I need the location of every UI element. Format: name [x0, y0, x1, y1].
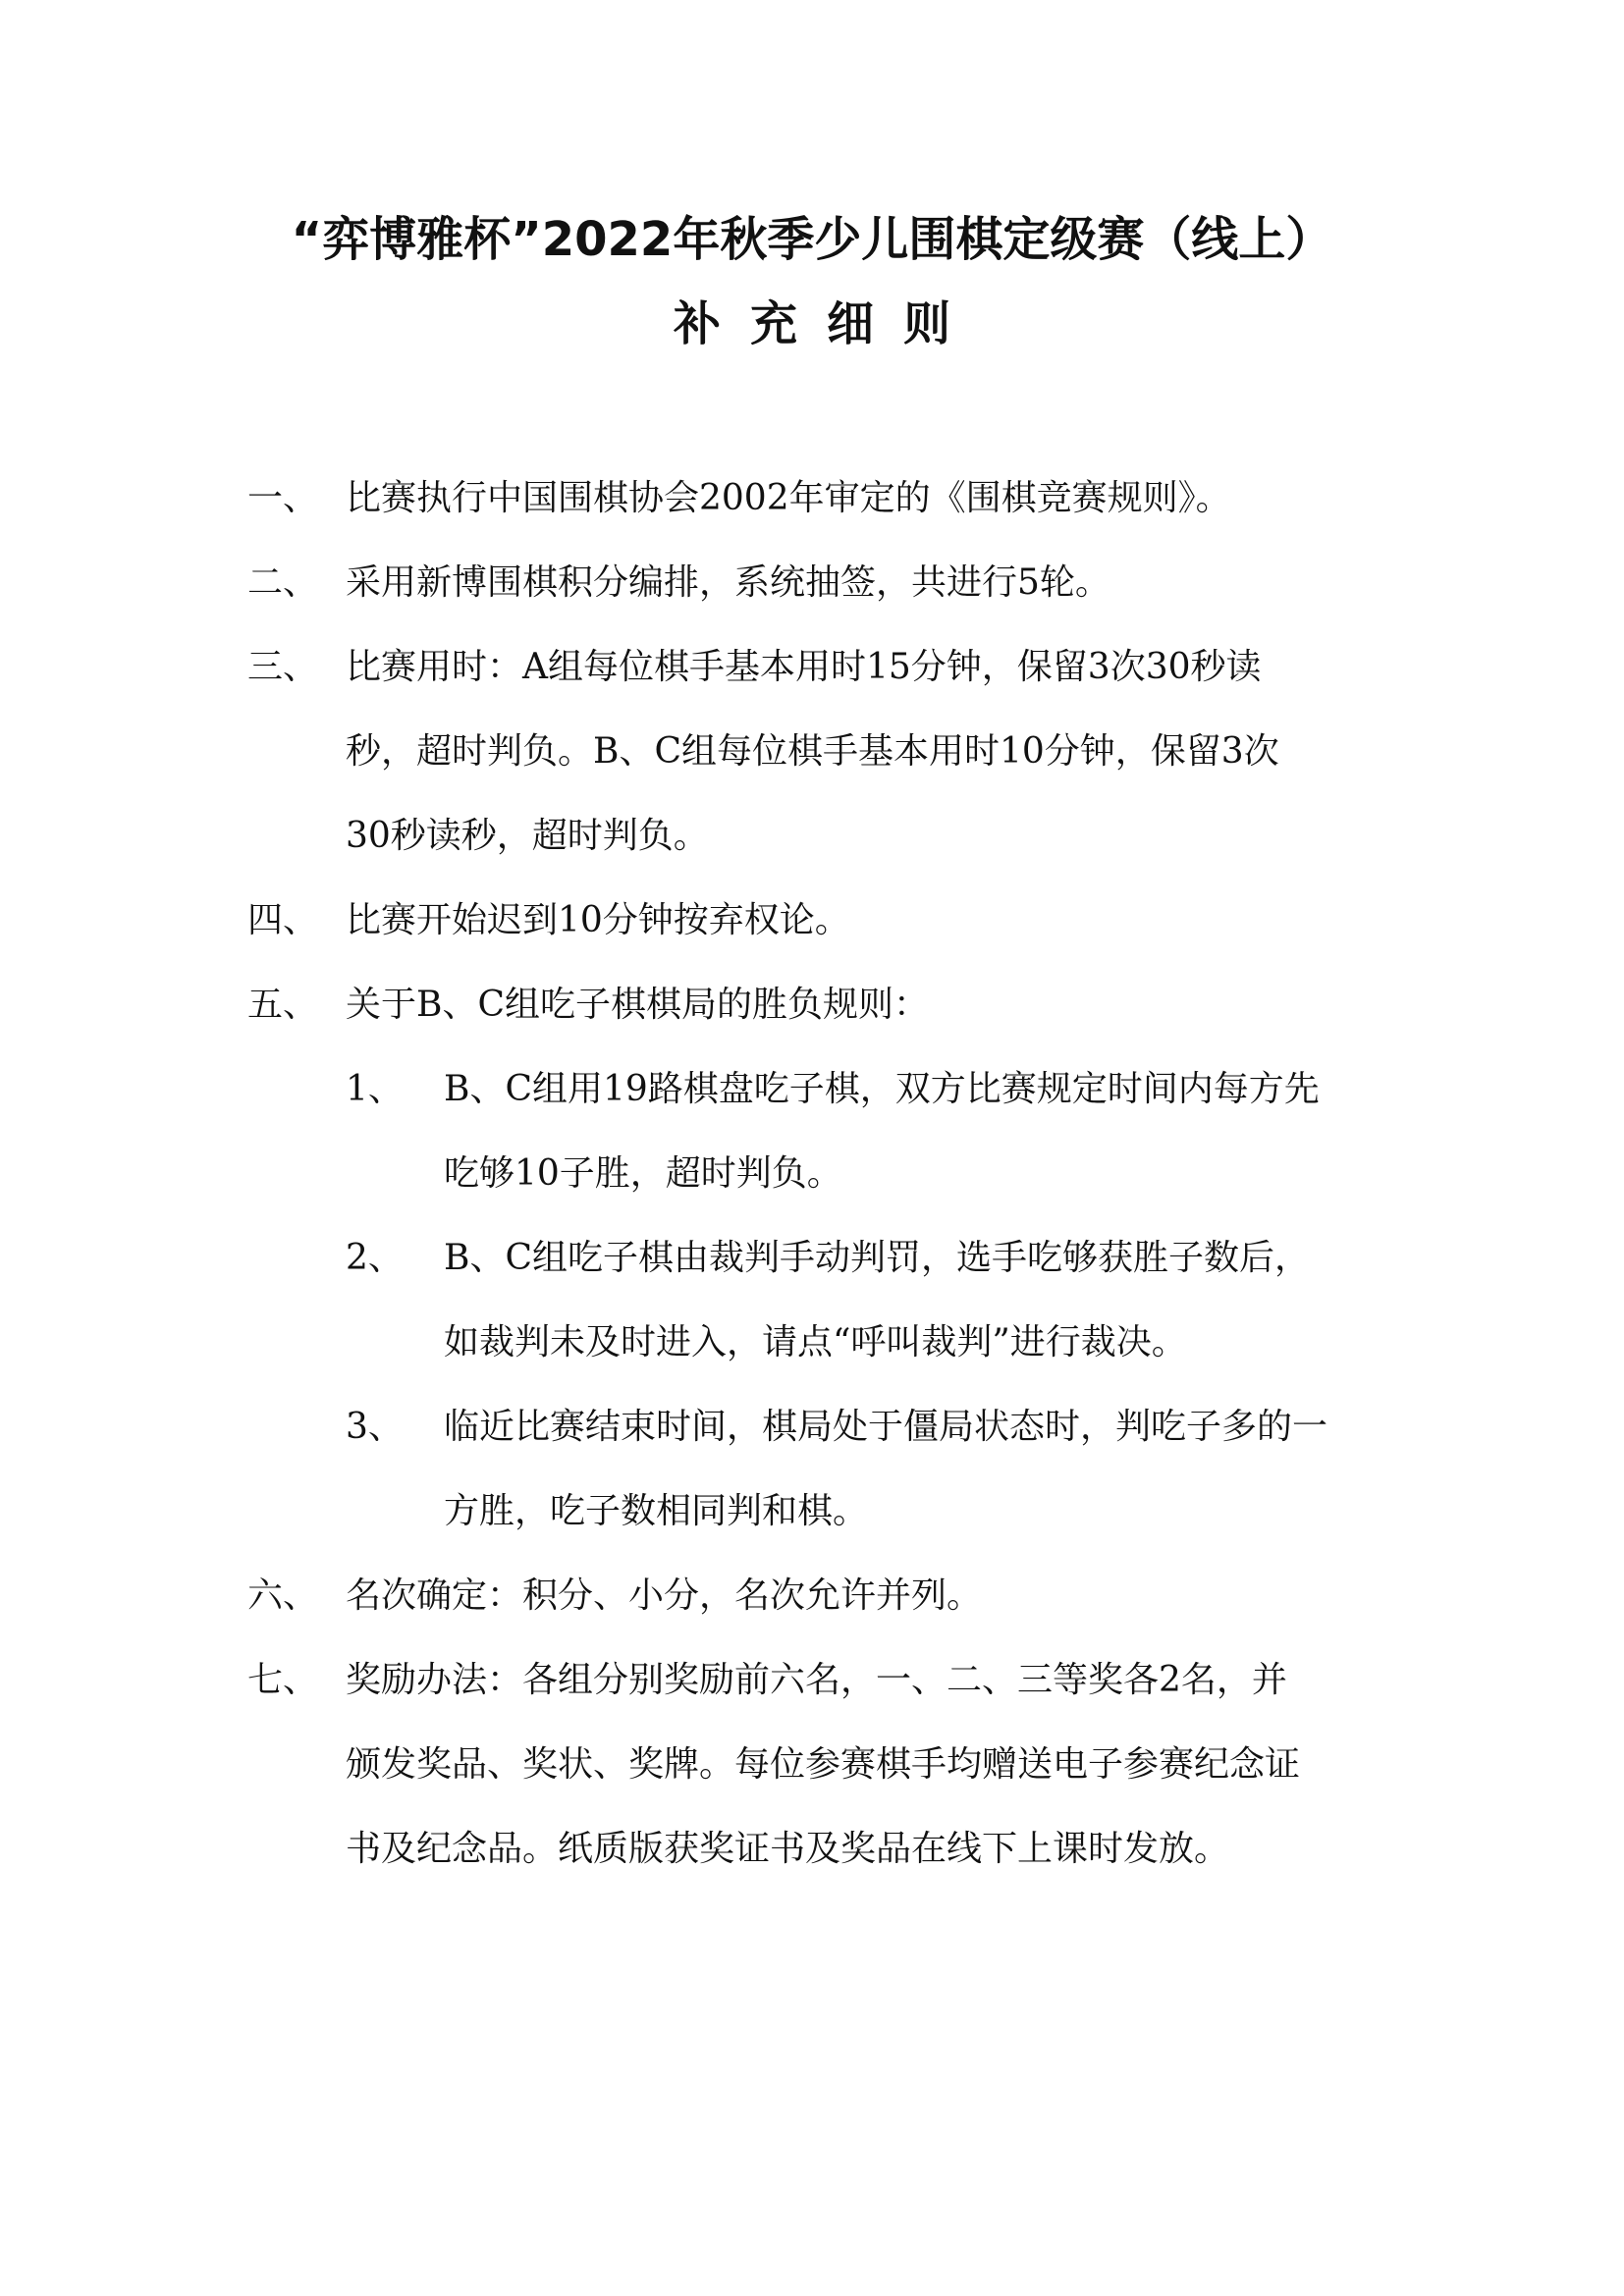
clause-5-line-1: 关于B、C组吃子棋棋局的胜负规则： [346, 985, 930, 1025]
subclause-2-line-1: B、C组吃子棋由裁判手动判罚，选手吃够获胜子数后， [444, 1238, 1311, 1278]
clause-4-number: 四、 [247, 900, 319, 940]
clause-6-number: 六、 [247, 1575, 319, 1616]
clause-3-line-2: 秒，超时判负。B、C组每位棋手基本用时10分钟，保留3次 [346, 731, 1279, 772]
subclause-1-number: 1、 [346, 1069, 404, 1109]
clause-1-number: 一、 [247, 478, 319, 518]
subclause-3-line-1: 临近比赛结束时间，棋局处于僵局状态时，判吃子多的一 [444, 1407, 1328, 1447]
subclause-1-line-1: B、C组用19路棋盘吃子棋，双方比赛规定时间内每方先 [444, 1069, 1320, 1109]
clause-5-number: 五、 [247, 985, 319, 1025]
clause-1-line-1: 比赛执行中国围棋协会2002年审定的《围棋竞赛规则》。 [346, 478, 1231, 518]
subclause-3-line-2: 方胜，吃子数相同判和棋。 [444, 1491, 869, 1531]
subclause-2-line-2: 如裁判未及时进入，请点“呼叫裁判”进行裁决。 [444, 1322, 1187, 1362]
subclause-2-number: 2、 [346, 1238, 404, 1278]
clause-7-line-1: 奖励办法：各组分别奖励前六名，一、二、三等奖各2名，并 [346, 1660, 1287, 1700]
clause-4-line-1: 比赛开始迟到10分钟按弃权论。 [346, 900, 850, 940]
clause-7-number: 七、 [247, 1660, 319, 1700]
clause-7-line-2: 颁发奖品、奖状、奖牌。每位参赛棋手均赠送电子参赛纪念证 [346, 1744, 1301, 1785]
clause-7-line-3: 书及纪念品。纸质版获奖证书及奖品在线下上课时发放。 [346, 1829, 1230, 1869]
clause-3-line-3: 30秒读秒，超时判负。 [346, 816, 709, 856]
clause-3-line-1: 比赛用时：A组每位棋手基本用时15分钟，保留3次30秒读 [346, 647, 1262, 687]
clause-2-number: 二、 [247, 562, 319, 603]
clause-3-number: 三、 [247, 647, 319, 687]
document-title: “弈博雅杯”2022年秋季少儿围棋定级赛（线上） [291, 212, 1333, 267]
clause-2-line-1: 采用新博围棋积分编排，系统抽签，共进行5轮。 [346, 562, 1110, 603]
subclause-3-number: 3、 [346, 1407, 404, 1447]
subclause-1-line-2: 吃够10子胜，超时判负。 [444, 1153, 842, 1194]
clause-6-line-1: 名次确定：积分、小分，名次允许并列。 [346, 1575, 983, 1616]
document-subtitle: 补充细则 [673, 296, 980, 351]
